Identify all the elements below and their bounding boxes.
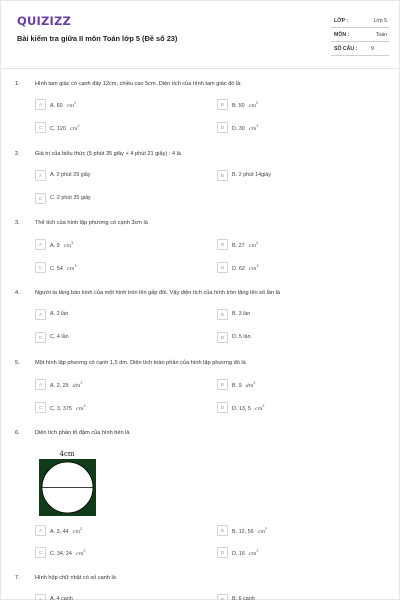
option-letter-box: D (217, 547, 228, 558)
option-text: D. 13, 5 $cm^2$ (232, 404, 265, 412)
question-text: Hình tam giác có cạnh đáy 12cm, chiều cao 5cm. Diện tích của hình tam giác đó là: (35, 81, 242, 87)
option-text: C. 54 $cm^3$ (50, 264, 77, 272)
option-letter-box: C (35, 262, 46, 273)
option-letter-box: C (35, 193, 46, 204)
question-text: Hình hộp chữ nhật có số cạnh là (35, 575, 116, 581)
meta-label: LỚP : (334, 18, 349, 24)
question-number: 2. (15, 151, 20, 157)
question-text: Diện tích phần tô đậm của hình bên là (35, 430, 130, 436)
option-text: D. 16 $cm^2$ (232, 549, 259, 557)
option-letter-box: A (35, 170, 46, 181)
option-letter-box: C (35, 547, 46, 558)
question-text: Người ta tăng bán kính của một hình tròn lên gấp đôi. Vậy diện tích của hình tròn tăng lên số lần là (35, 290, 280, 296)
option-text: C. 120 $cm^2$ (50, 124, 80, 132)
option-letter-box: A (35, 239, 46, 250)
option-text: A. 60 $cm^2$ (50, 101, 77, 109)
option-letter-box: C (35, 332, 46, 343)
meta-label: MÔN : (334, 32, 350, 38)
option-letter-box: B (217, 309, 228, 320)
meta-row-count (331, 42, 389, 56)
option-text: C. 2 phút 35 giây (50, 195, 91, 201)
option-letter-box: B (217, 525, 228, 536)
meta-value: Lớp 5 (373, 18, 387, 24)
question-number: 5. (15, 360, 20, 366)
option-text: C. 34, 24 $cm^2$ (50, 549, 86, 557)
meta-row-subject (331, 28, 389, 42)
option-text: B. 2 phút 14giây (232, 172, 271, 178)
meta-value: Toán (375, 32, 387, 38)
option-text: D. 5 lần (232, 334, 251, 340)
option-text: A. 3, 44 $cm^2$ (50, 527, 83, 535)
quizizz-logo: QUIZIZZ (17, 14, 72, 28)
option-letter-box: C (35, 402, 46, 413)
meta-label: SỐ CÂU : (334, 46, 358, 52)
question-number: 1. (15, 81, 20, 87)
question-text: Giá trị của biểu thức (5 phút 35 giây + 4 phút 21 giây) : 4 là (35, 151, 182, 157)
option-text: D. 30 $cm^2$ (232, 124, 259, 132)
option-text: A. 2, 25 $dm^2$ (50, 381, 83, 389)
option-letter-box: A (35, 379, 46, 390)
option-text: B. 6 cạnh (232, 596, 255, 600)
question-text: Thể tích của hình lập phương có cạnh 3cm là (35, 220, 148, 226)
question-number: 4. (15, 290, 20, 296)
option-letter-box: B (217, 170, 228, 181)
option-text: C. 4 lần (50, 334, 69, 340)
option-letter-box: B (217, 239, 228, 250)
option-text: B. 12, 56 $cm^2$ (232, 527, 268, 535)
quiz-title: Bài kiểm tra giữa II môn Toán lớp 5 (Đề số 23) (17, 34, 178, 43)
option-text: B. 50 $cm^2$ (232, 101, 259, 109)
option-letter-box: D (217, 262, 228, 273)
option-text: A. 9 $cm^3$ (50, 241, 74, 249)
option-text: A. 4 cạnh (50, 596, 73, 600)
option-letter-box: D (217, 402, 228, 413)
option-text: D. 62 $cm^3$ (232, 264, 259, 272)
option-text: A. 2 lần (50, 311, 69, 317)
meta-value: 9 (371, 46, 374, 52)
option-letter-box: B (217, 379, 228, 390)
meta-row-class (331, 14, 389, 28)
option-letter-box: D (217, 122, 228, 133)
shaded-circle-figure (39, 449, 96, 519)
worksheet-header (1, 1, 400, 69)
option-letter-box: A (35, 594, 46, 600)
option-letter-box: C (35, 122, 46, 133)
option-letter-box: B (217, 594, 228, 600)
question-number: 7. (15, 575, 20, 581)
option-text: B. 9 $dm^2$ (232, 381, 256, 389)
option-letter-box: A (35, 525, 46, 536)
option-letter-box: A (35, 309, 46, 320)
option-letter-box: B (217, 99, 228, 110)
option-text: B. 27 $cm^3$ (232, 241, 259, 249)
option-text: B. 3 lần (232, 311, 251, 317)
option-letter-box: A (35, 99, 46, 110)
option-text: A. 2 phút 29 giây (50, 172, 91, 178)
question-number: 3. (15, 220, 20, 226)
figure-label: 4cm (59, 450, 75, 458)
option-letter-box: D (217, 332, 228, 343)
question-text: Một hình lập phương có cạnh 1,5 dm. Diện tích toàn phần của hình lập phương đó là (35, 360, 246, 366)
question-number: 6. (15, 430, 20, 436)
option-text: C. 3, 375 $cm^2$ (50, 404, 86, 412)
